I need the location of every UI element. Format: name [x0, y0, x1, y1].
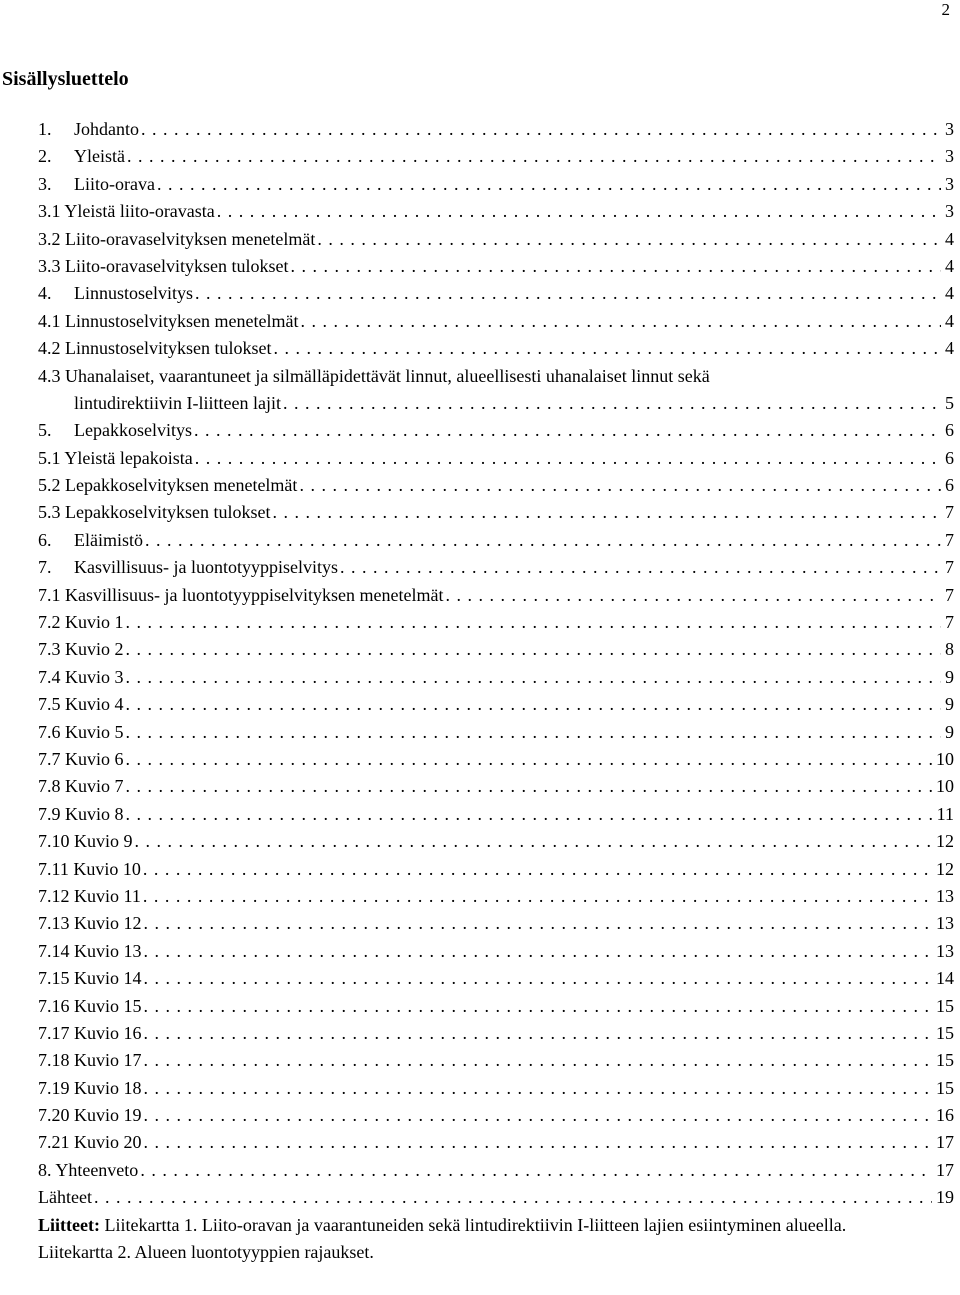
toc-entry[interactable] — [38, 1020, 954, 1047]
dot-leader — [144, 993, 933, 1020]
dot-leader — [274, 335, 942, 362]
dot-leader — [445, 582, 941, 609]
toc-entry-title: 7.4 Kuvio 3 — [38, 666, 124, 687]
toc-entry-page: 5 — [945, 392, 954, 413]
toc-entry-page: 13 — [936, 913, 954, 934]
toc-entry-title: Lepakkoselvitys — [74, 420, 192, 441]
toc-entry-page: 10 — [936, 776, 954, 797]
dot-leader — [126, 609, 942, 636]
toc-entry[interactable] — [38, 719, 954, 746]
toc-entry-page: 19 — [936, 1187, 954, 1208]
toc-entry-page: 13 — [936, 940, 954, 961]
dot-leader — [143, 883, 932, 910]
toc-entry-page: 4 — [945, 310, 954, 331]
toc-entry[interactable] — [38, 1157, 954, 1184]
dot-leader — [144, 1129, 933, 1156]
toc-entry-title: Yleistä — [74, 146, 125, 167]
toc-entry-title: lintudirektiivin I-liitteen lajit — [74, 392, 281, 413]
toc-entry[interactable] — [38, 308, 954, 335]
dot-leader — [194, 417, 941, 444]
dot-leader — [145, 527, 941, 554]
dot-leader — [317, 226, 941, 253]
dot-leader — [144, 910, 933, 937]
toc-entry-title: 7.1 Kasvillisuus- ja luontotyyppiselvityksen menetelmät — [38, 584, 444, 605]
toc-entry-title: 7.20 Kuvio 19 — [38, 1105, 142, 1126]
toc-entry-title: 5.2 Lepakkoselvityksen menetelmät — [38, 475, 298, 496]
toc-entry-page: 12 — [936, 831, 954, 852]
toc-entry-page: 17 — [936, 1159, 954, 1180]
toc-entry-page: 8 — [945, 639, 954, 660]
toc-entry-page: 4 — [945, 338, 954, 359]
dot-leader — [126, 636, 942, 663]
toc-entry-title: 7.6 Kuvio 5 — [38, 721, 124, 742]
dot-leader — [300, 308, 941, 335]
page-number: 2 — [941, 0, 950, 19]
toc-entry-title: Johdanto — [74, 119, 139, 139]
toc-entry[interactable] — [38, 417, 954, 444]
toc-entry-title: 7.3 Kuvio 2 — [38, 639, 124, 660]
toc-entry-page: 7 — [945, 502, 954, 523]
dot-leader — [157, 171, 941, 198]
toc-entry-page: 4 — [945, 283, 954, 304]
toc-entry-page: 15 — [936, 1077, 954, 1098]
toc-entry[interactable] — [38, 198, 954, 225]
toc-entry[interactable] — [38, 856, 954, 883]
toc-entry[interactable] — [38, 226, 954, 253]
toc-entry-title: 7.21 Kuvio 20 — [38, 1132, 142, 1153]
toc-entry-page: 12 — [936, 858, 954, 879]
toc-entry[interactable] — [38, 664, 954, 691]
toc-entry-title: 7.9 Kuvio 8 — [38, 803, 124, 824]
dot-leader — [340, 554, 941, 581]
toc-entry-number: 5. — [38, 420, 52, 441]
toc-entry-title: Lähteet — [38, 1187, 92, 1208]
toc-entry-title: 7.13 Kuvio 12 — [38, 913, 142, 934]
toc-entry-number: 1. — [38, 119, 52, 139]
toc-entry-page: 15 — [936, 995, 954, 1016]
toc-entry-title: 4.3 Uhanalaiset, vaarantuneet ja silmälläpidettävät linnut, alueellisesti uhanalaiset linnut sekä — [38, 365, 710, 386]
toc-entry-title: 5.1 Yleistä lepakoista — [38, 447, 193, 468]
toc-entry-title: 8. Yhteenveto — [38, 1159, 139, 1180]
dot-leader — [126, 719, 942, 746]
toc-entry-page: 7 — [945, 529, 954, 550]
toc-entry[interactable] — [38, 828, 954, 855]
toc-entry-title: 7.2 Kuvio 1 — [38, 612, 124, 633]
toc-entry-title: 7.12 Kuvio 11 — [38, 885, 141, 906]
toc-entry-title: 3.3 Liito-oravaselvityksen tulokset — [38, 255, 289, 276]
toc-entry-page: 6 — [945, 447, 954, 468]
toc-entry[interactable] — [38, 636, 954, 663]
toc-entry[interactable] — [38, 938, 954, 965]
toc-entry-page: 3 — [945, 201, 954, 222]
toc-heading: Sisällysluettelo — [2, 68, 129, 90]
toc-entry[interactable] — [38, 335, 954, 362]
toc-entry-page: 9 — [945, 666, 954, 687]
toc-entry[interactable] — [38, 390, 954, 417]
toc-entry[interactable] — [38, 801, 954, 828]
dot-leader — [283, 390, 941, 417]
toc-entry[interactable] — [38, 1102, 954, 1129]
toc-entry-title: 7.7 Kuvio 6 — [38, 748, 124, 769]
toc-entry-page: 17 — [936, 1132, 954, 1153]
toc-entry[interactable] — [38, 910, 954, 937]
toc-entry[interactable] — [38, 582, 954, 609]
toc-entry-title: 4.2 Linnustoselvityksen tulokset — [38, 338, 272, 359]
dot-leader — [135, 828, 933, 855]
toc-entry-number: 4. — [38, 283, 52, 304]
toc-entry[interactable] — [38, 1129, 954, 1156]
toc-entry-page: 7 — [945, 612, 954, 633]
toc-entry-page: 14 — [936, 968, 954, 989]
toc-entry-number: 6. — [38, 529, 52, 550]
attachments — [38, 1212, 918, 1266]
toc-entry-number: 2. — [38, 146, 52, 167]
toc-entry-page: 3 — [945, 119, 954, 139]
toc-entry[interactable] — [38, 445, 954, 472]
dot-leader — [126, 801, 933, 828]
toc-entry[interactable] — [38, 527, 954, 554]
toc-entry-page: 16 — [936, 1105, 954, 1126]
toc-entry-title: 7.8 Kuvio 7 — [38, 776, 124, 797]
attachments-label: Liitteet: — [38, 1215, 100, 1235]
toc-entry-title: 7.10 Kuvio 9 — [38, 831, 133, 852]
dot-leader — [144, 1020, 933, 1047]
toc-entry[interactable] — [38, 883, 954, 910]
dot-leader — [195, 280, 941, 307]
toc-entry-page: 6 — [945, 475, 954, 496]
toc-entry-title: 7.16 Kuvio 15 — [38, 995, 142, 1016]
dot-leader — [126, 691, 942, 718]
toc-entry[interactable] — [38, 472, 954, 499]
dot-leader — [126, 746, 933, 773]
toc-entry[interactable] — [38, 1184, 954, 1211]
toc-entry[interactable] — [38, 691, 954, 718]
toc-entry-page: 15 — [936, 1050, 954, 1071]
dot-leader — [94, 1184, 932, 1211]
toc-entry-title: Liito-orava — [74, 173, 155, 194]
toc-entry-title: 4.1 Linnustoselvityksen menetelmät — [38, 310, 299, 331]
toc-entry-title: 7.17 Kuvio 16 — [38, 1022, 142, 1043]
toc-entry-title: 7.15 Kuvio 14 — [38, 968, 142, 989]
toc-entry[interactable] — [38, 499, 954, 526]
toc-entry[interactable] — [38, 363, 954, 390]
toc-entry-title: 3.1 Yleistä liito-oravasta — [38, 201, 215, 222]
toc-entry[interactable] — [38, 1075, 954, 1102]
toc-entry-page: 15 — [936, 1022, 954, 1043]
toc-entry-page: 4 — [945, 255, 954, 276]
dot-leader — [290, 253, 941, 280]
toc-entry[interactable] — [38, 554, 954, 581]
dot-leader — [143, 856, 932, 883]
dot-leader — [141, 116, 941, 143]
toc-entry[interactable] — [38, 280, 954, 307]
toc-entry-page: 9 — [945, 721, 954, 742]
table-of-contents — [38, 116, 954, 1212]
toc-entry-title: 5.3 Lepakkoselvityksen tulokset — [38, 502, 271, 523]
dot-leader — [127, 143, 941, 170]
toc-entry-page: 11 — [936, 803, 954, 824]
toc-entry-title: Eläimistö — [74, 529, 143, 550]
toc-entry-title: 3.2 Liito-oravaselvityksen menetelmät — [38, 228, 316, 249]
toc-entry-page: 13 — [936, 885, 954, 906]
dot-leader — [144, 1075, 933, 1102]
toc-entry[interactable] — [38, 773, 954, 800]
dot-leader — [144, 1102, 933, 1129]
dot-leader — [144, 1047, 933, 1074]
toc-entry[interactable] — [38, 171, 954, 198]
toc-entry[interactable] — [38, 253, 954, 280]
attachment-line-1 — [38, 1212, 918, 1239]
dot-leader — [217, 198, 941, 225]
toc-entry-page: 3 — [945, 146, 954, 167]
attachment-1-text: Liitekartta 1. Liito-oravan ja vaarantuneiden sekä lintudirektiivin I-liitteen lajien esiintyminen alueella. — [104, 1215, 847, 1235]
dot-leader — [144, 965, 933, 992]
toc-entry-title: 7.18 Kuvio 17 — [38, 1050, 142, 1071]
toc-entry-page: 6 — [945, 420, 954, 441]
dot-leader — [126, 664, 942, 691]
toc-entry[interactable] — [38, 609, 954, 636]
toc-entry-number: 7. — [38, 557, 52, 578]
toc-entry-title: 7.14 Kuvio 13 — [38, 940, 142, 961]
toc-entry-title: Kasvillisuus- ja luontotyyppiselvitys — [74, 557, 338, 578]
toc-entry[interactable] — [38, 1047, 954, 1074]
toc-entry-title: 7.5 Kuvio 4 — [38, 694, 124, 715]
toc-entry-page: 3 — [945, 173, 954, 194]
dot-leader — [272, 499, 941, 526]
toc-entry-page: 4 — [945, 228, 954, 249]
attachment-line-2: Liitekartta 2. Alueen luontotyyppien rajaukset. — [38, 1242, 374, 1262]
toc-entry-page: 7 — [945, 584, 954, 605]
toc-entry-page: 9 — [945, 694, 954, 715]
toc-entry-number: 3. — [38, 173, 52, 194]
toc-entry-page: 7 — [945, 557, 954, 578]
dot-leader — [140, 1157, 932, 1184]
dot-leader — [195, 445, 941, 472]
toc-entry[interactable] — [38, 965, 954, 992]
dot-leader — [144, 938, 933, 965]
toc-entry-title: 7.11 Kuvio 10 — [38, 858, 141, 879]
toc-entry[interactable] — [38, 143, 954, 170]
toc-entry-page: 10 — [936, 748, 954, 769]
toc-entry-title: 7.19 Kuvio 18 — [38, 1077, 142, 1098]
toc-entry-title: Linnustoselvitys — [74, 283, 194, 304]
toc-entry[interactable] — [38, 746, 954, 773]
dot-leader — [299, 472, 941, 499]
toc-entry[interactable] — [38, 993, 954, 1020]
dot-leader — [126, 773, 933, 800]
toc-entry[interactable] — [38, 116, 954, 143]
